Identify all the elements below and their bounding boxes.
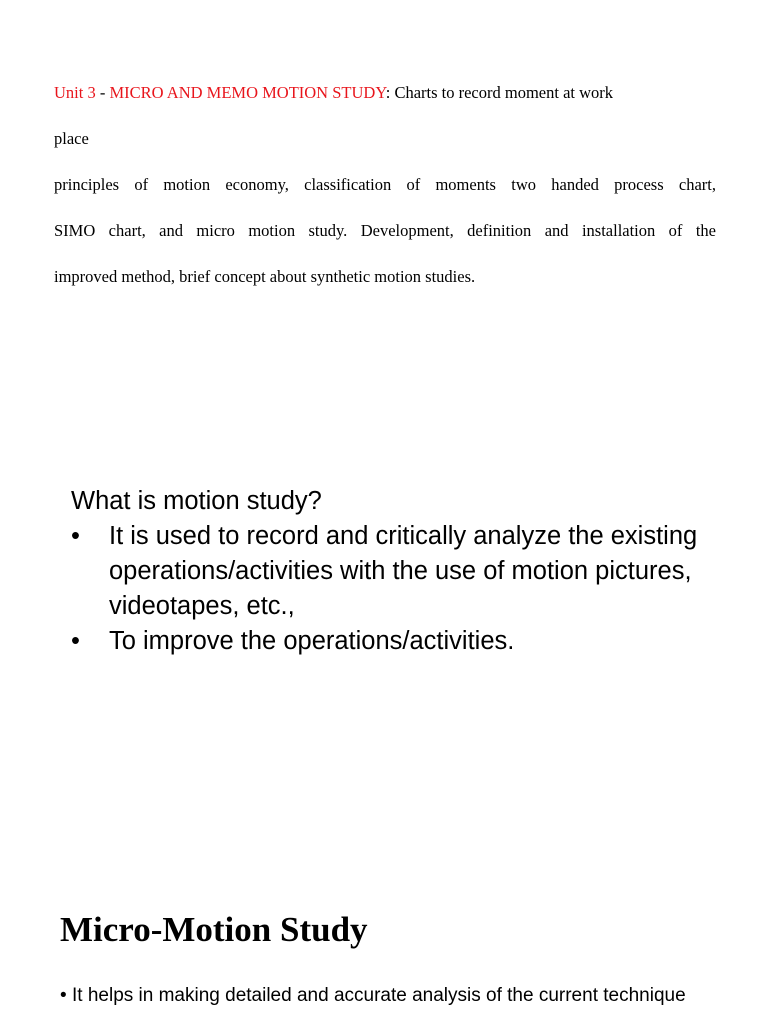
unit-intro: Charts to record moment at work <box>394 83 614 102</box>
unit-separator: - <box>95 83 110 102</box>
unit-title-line <box>54 70 716 116</box>
motion-study-section <box>71 484 711 659</box>
unit-line-2: place <box>54 129 89 148</box>
bullet-text: It is used to record and critically analyze the existing operations/activities with the use of motion pictures, videotapes, etc., <box>109 522 698 620</box>
bullet-marker: • <box>60 985 67 1006</box>
micro-motion-bullet <box>60 982 710 1010</box>
bullet-text: It helps in making detailed and accurate analysis of the current technique <box>72 985 686 1006</box>
motion-study-bullet <box>71 519 711 624</box>
unit-line-5: improved method, brief concept about synthetic motion studies. <box>54 267 476 286</box>
unit-label: Unit 3 <box>54 83 96 102</box>
unit-line-3: principles of motion economy, classification of moments two handed process chart, <box>54 175 716 194</box>
unit-line-4: SIMO chart, and micro motion study. Development, definition and installation of the <box>54 221 716 240</box>
unit-topic: MICRO AND MEMO MOTION STUDY <box>109 83 386 102</box>
motion-study-bullet <box>71 624 711 659</box>
micro-motion-title: Micro-Motion Study <box>60 910 368 949</box>
bullet-marker: • <box>71 522 80 550</box>
bullet-text: To improve the operations/activities. <box>109 627 515 655</box>
motion-study-heading: What is motion study? <box>71 487 322 515</box>
unit-syllabus-block <box>54 70 716 300</box>
bullet-marker: • <box>71 627 80 655</box>
unit-colon: : <box>385 83 395 102</box>
